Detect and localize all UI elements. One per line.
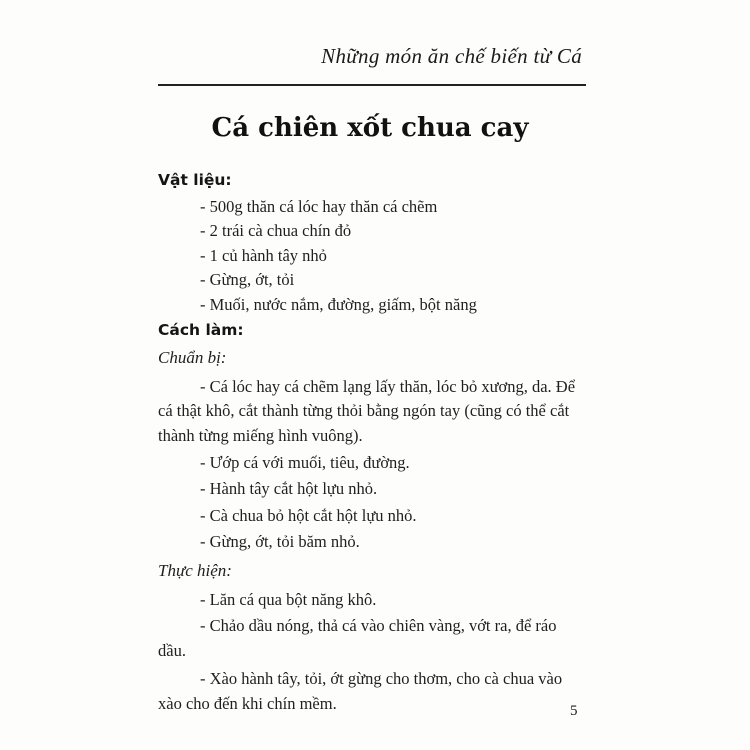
- prep-step: - Hành tây cắt hột lựu nhỏ.: [200, 479, 378, 499]
- method-heading: Cách làm:: [158, 320, 244, 339]
- header-rule: [158, 84, 586, 86]
- cook-step: - Chảo dầu nóng, thả cá vào chiên vàng, vớt ra, để ráo dầu.: [158, 616, 557, 660]
- page-number: 5: [570, 703, 578, 719]
- prep-step: - Gừng, ớt, tỏi băm nhỏ.: [200, 532, 360, 552]
- ingredients-heading: Vật liệu:: [158, 171, 232, 189]
- running-header: Những món ăn chế biến từ Cá: [321, 44, 582, 68]
- cook-step: - Lăn cá qua bột năng khô.: [200, 589, 377, 609]
- cook-heading: Thực hiện:: [158, 560, 232, 580]
- ingredient-item: - 2 trái cà chua chín đỏ: [200, 221, 352, 241]
- recipe-body: [158, 168, 586, 716]
- prep-step: - Ướp cá với muối, tiêu, đường.: [200, 452, 410, 472]
- ingredient-item: - 500g thăn cá lóc hay thăn cá chẽm: [200, 196, 438, 216]
- recipe-title: Cá chiên xốt chua cay: [211, 113, 529, 143]
- prep-heading: Chuẩn bị:: [158, 348, 227, 368]
- ingredient-item: - Gừng, ớt, tỏi: [200, 270, 295, 290]
- cook-step: - Xào hành tây, tỏi, ớt gừng cho thơm, cho cà chua vào xào cho đến khi chín mềm.: [158, 669, 563, 713]
- prep-step: - Cà chua bỏ hột cắt hột lựu nhỏ.: [200, 505, 417, 525]
- ingredient-item: - Muối, nước nắm, đường, giấm, bột năng: [200, 294, 477, 314]
- prep-step: - Cá lóc hay cá chẽm lạng lấy thăn, lóc bỏ xương, da. Để cá thật khô, cắt thành từng thỏi bằng ngón tay (cũng có thể cắt thành từng miếng hình vuông).: [158, 376, 576, 445]
- ingredient-item: - 1 củ hành tây nhỏ: [200, 245, 327, 265]
